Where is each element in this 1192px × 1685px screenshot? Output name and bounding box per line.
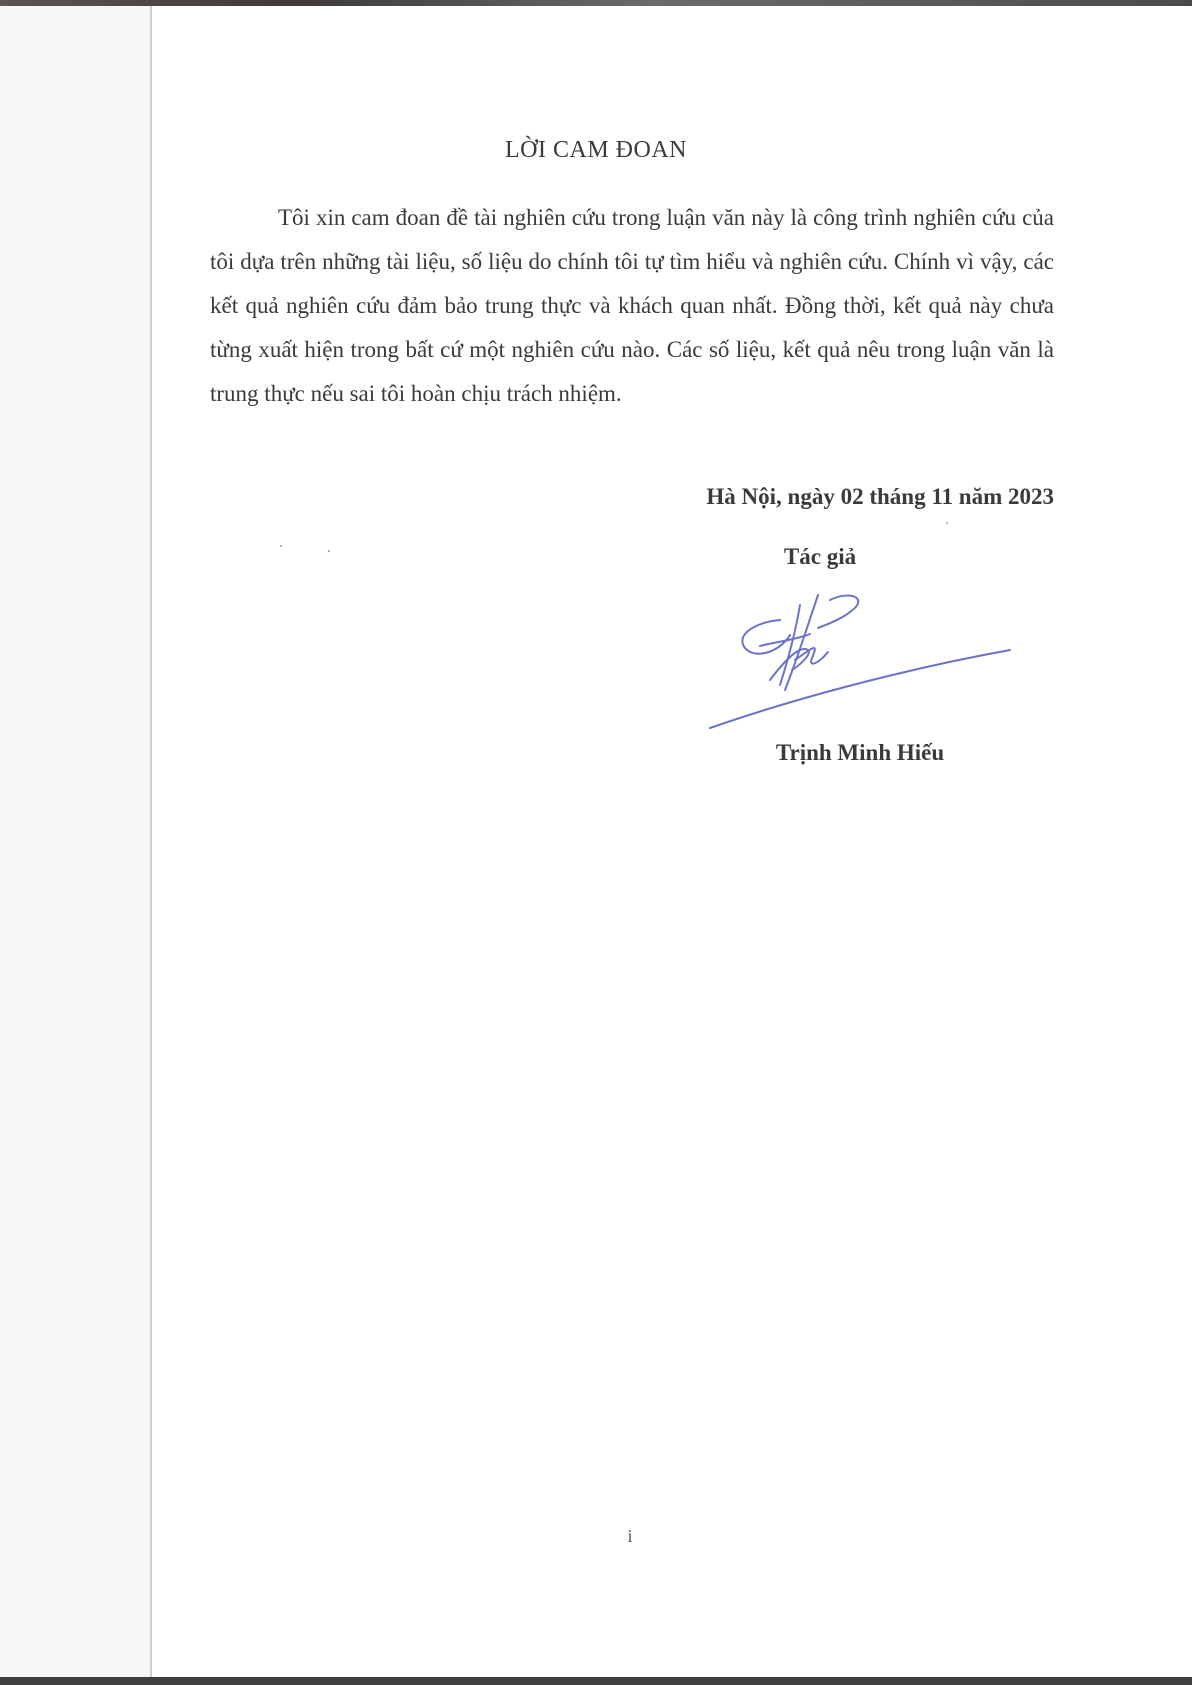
author-label: Tác giả bbox=[783, 544, 857, 569]
scan-speck bbox=[946, 522, 948, 524]
scan-speck bbox=[280, 545, 282, 547]
scan-bottom-border bbox=[0, 1677, 1192, 1685]
scan-left-margin bbox=[0, 0, 150, 1685]
page-number: i bbox=[627, 1526, 633, 1546]
declaration-paragraph: Tôi xin cam đoan đề tài nghiên cứu trong luận văn này là công trình nghiên cứu của tôi dựa trên những tài liệu, số liệu do chính tôi tự tìm hiểu và nghiên cứu. Chính vì vậy, các kết quả nghiên cứu đảm bảo trung thực và khách quan nhất. Đồng thời, kết quả này chưa từng xuất hiện trong bất cứ một nghiên cứu nào. Các số liệu, kết quả nêu trong luận văn là trung thực nếu sai tôi hoàn chịu trách nhiệm. bbox=[210, 205, 1054, 406]
scan-speck bbox=[328, 550, 330, 552]
place-and-date: Hà Nội, ngày 02 tháng 11 năm 2023 bbox=[706, 484, 1054, 509]
handwritten-signature bbox=[700, 590, 1020, 730]
author-name: Trịnh Minh Hiếu bbox=[775, 740, 945, 765]
document-title: LỜI CAM ĐOAN bbox=[505, 137, 687, 163]
